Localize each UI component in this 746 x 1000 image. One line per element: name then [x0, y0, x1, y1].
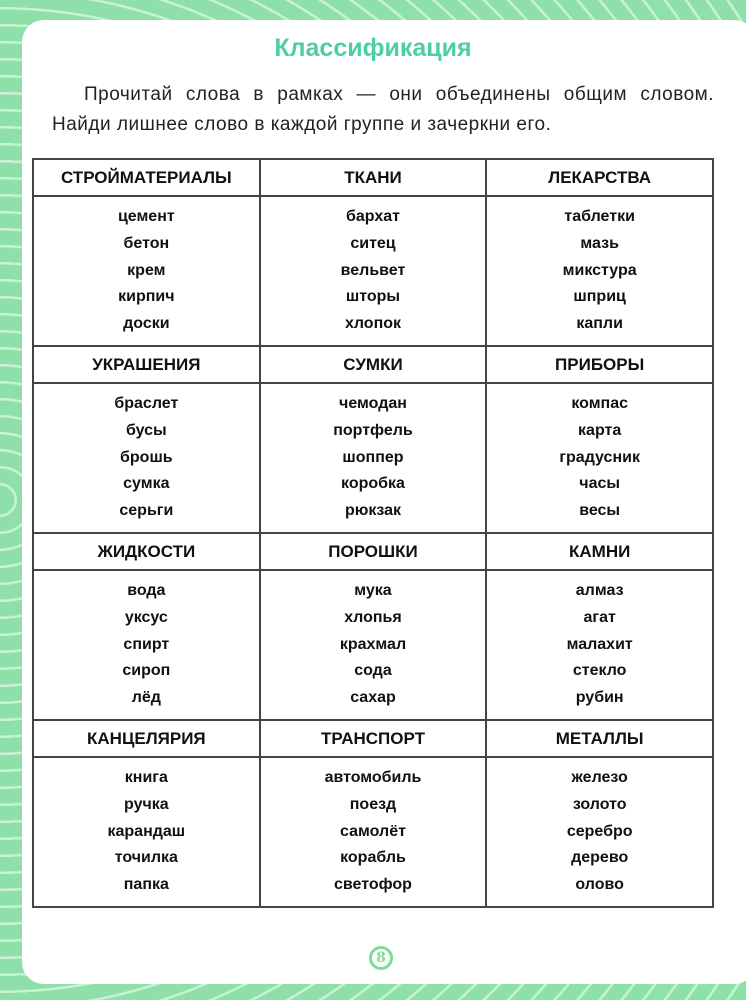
header-row [33, 533, 713, 570]
group-header: КАМНИ [486, 533, 713, 570]
word-item[interactable]: точилка [114, 849, 178, 867]
word-item[interactable]: карандаш [107, 822, 186, 840]
group-header: СУМКИ [260, 346, 487, 383]
group-header: ЛЕКАРСТВА [486, 159, 713, 196]
word-item[interactable]: мазь [580, 234, 619, 252]
word-item[interactable]: микстура [562, 261, 637, 279]
page-title: Классификация [274, 34, 472, 62]
word-item[interactable]: бусы [125, 421, 167, 439]
word-item[interactable]: книга [124, 769, 168, 786]
page-number: 8 [369, 946, 393, 970]
header-row [33, 346, 713, 383]
word-item[interactable]: агат [583, 608, 616, 626]
word-item[interactable]: серебро [566, 822, 633, 840]
word-item[interactable]: крахмал [339, 635, 407, 653]
group-header: МЕТАЛЛЫ [486, 720, 713, 757]
group-words [486, 570, 713, 720]
group-header: УКРАШЕНИЯ [33, 346, 260, 383]
instructions-text: Прочитай слова в рамках — они объединены общим словом. Найди лишнее слово в каждой группе и зачеркни его. [52, 84, 714, 135]
word-item[interactable]: вельвет [340, 261, 406, 279]
word-item[interactable]: золото [572, 795, 627, 813]
word-item[interactable]: крем [127, 261, 166, 279]
word-item[interactable]: ручка [124, 795, 169, 813]
word-item[interactable]: корабль [340, 849, 406, 867]
word-item[interactable]: компас [571, 395, 628, 412]
group-header: ЖИДКОСТИ [33, 533, 260, 570]
word-item[interactable]: сироп [122, 662, 171, 680]
word-item[interactable]: шторы [345, 288, 401, 306]
group-header: ПРИБОРЫ [486, 346, 713, 383]
word-item[interactable]: уксус [124, 608, 168, 626]
word-item[interactable]: светофор [334, 876, 412, 894]
word-item[interactable]: таблетки [564, 208, 635, 225]
word-item[interactable]: сахар [350, 689, 396, 707]
word-item[interactable]: самолёт [340, 822, 406, 840]
word-item[interactable]: капли [576, 315, 623, 333]
word-item[interactable]: серьги [119, 502, 174, 520]
word-item[interactable]: кирпич [118, 288, 175, 306]
header-row [33, 159, 713, 196]
group-words [33, 196, 260, 346]
group-words [33, 383, 260, 533]
word-item[interactable]: железо [571, 769, 628, 786]
word-item[interactable]: чемодан [339, 395, 407, 412]
word-item[interactable]: хлопья [344, 608, 402, 626]
group-words [33, 757, 260, 907]
classification-table [32, 158, 714, 908]
group-words [33, 570, 260, 720]
group-header: ПОРОШКИ [260, 533, 487, 570]
word-item[interactable]: олово [575, 876, 624, 894]
group-header: СТРОЙМАТЕРИАЛЫ [33, 159, 260, 196]
word-item[interactable]: автомобиль [324, 769, 422, 786]
word-item[interactable]: мука [354, 582, 392, 599]
word-item[interactable]: бархат [345, 208, 400, 225]
word-item[interactable]: коробка [341, 475, 405, 493]
word-item[interactable]: доски [123, 315, 170, 333]
word-item[interactable]: часы [579, 475, 621, 493]
word-item[interactable]: рубин [575, 689, 624, 707]
group-header: ТКАНИ [260, 159, 487, 196]
instructions [52, 80, 714, 140]
word-item[interactable]: портфель [333, 421, 413, 439]
word-item[interactable]: ситец [350, 234, 396, 252]
word-item[interactable]: стекло [572, 662, 627, 680]
group-words [260, 383, 487, 533]
word-item[interactable]: спирт [123, 635, 170, 653]
word-item[interactable]: хлопок [344, 315, 402, 333]
word-item[interactable]: малахит [566, 635, 633, 653]
word-item[interactable]: поезд [349, 795, 397, 813]
words-row [33, 383, 713, 533]
group-words [486, 757, 713, 907]
word-item[interactable]: алмаз [575, 582, 624, 599]
group-words [260, 757, 487, 907]
group-words [486, 383, 713, 533]
word-item[interactable]: градусник [559, 448, 640, 466]
word-item[interactable]: брошь [120, 448, 173, 466]
word-item[interactable]: цемент [117, 208, 175, 225]
group-header: ТРАНСПОРТ [260, 720, 487, 757]
group-words [260, 196, 487, 346]
words-row [33, 570, 713, 720]
word-item[interactable]: лёд [131, 689, 161, 707]
word-item[interactable]: бетон [123, 234, 170, 252]
word-item[interactable]: шприц [573, 288, 626, 306]
header-row [33, 720, 713, 757]
words-row [33, 757, 713, 907]
word-item[interactable]: рюкзак [344, 502, 402, 520]
word-item[interactable]: вода [127, 582, 166, 599]
word-item[interactable]: браслет [114, 395, 179, 412]
group-words [486, 196, 713, 346]
word-item[interactable]: сумка [123, 475, 170, 493]
word-item[interactable]: карта [578, 421, 622, 439]
group-header: КАНЦЕЛЯРИЯ [33, 720, 260, 757]
word-item[interactable]: сода [354, 662, 392, 680]
word-item[interactable]: папка [123, 876, 169, 894]
word-item[interactable]: весы [579, 502, 621, 520]
group-words [260, 570, 487, 720]
word-item[interactable]: шоппер [342, 448, 404, 466]
word-item[interactable]: дерево [571, 849, 629, 867]
words-row [33, 196, 713, 346]
